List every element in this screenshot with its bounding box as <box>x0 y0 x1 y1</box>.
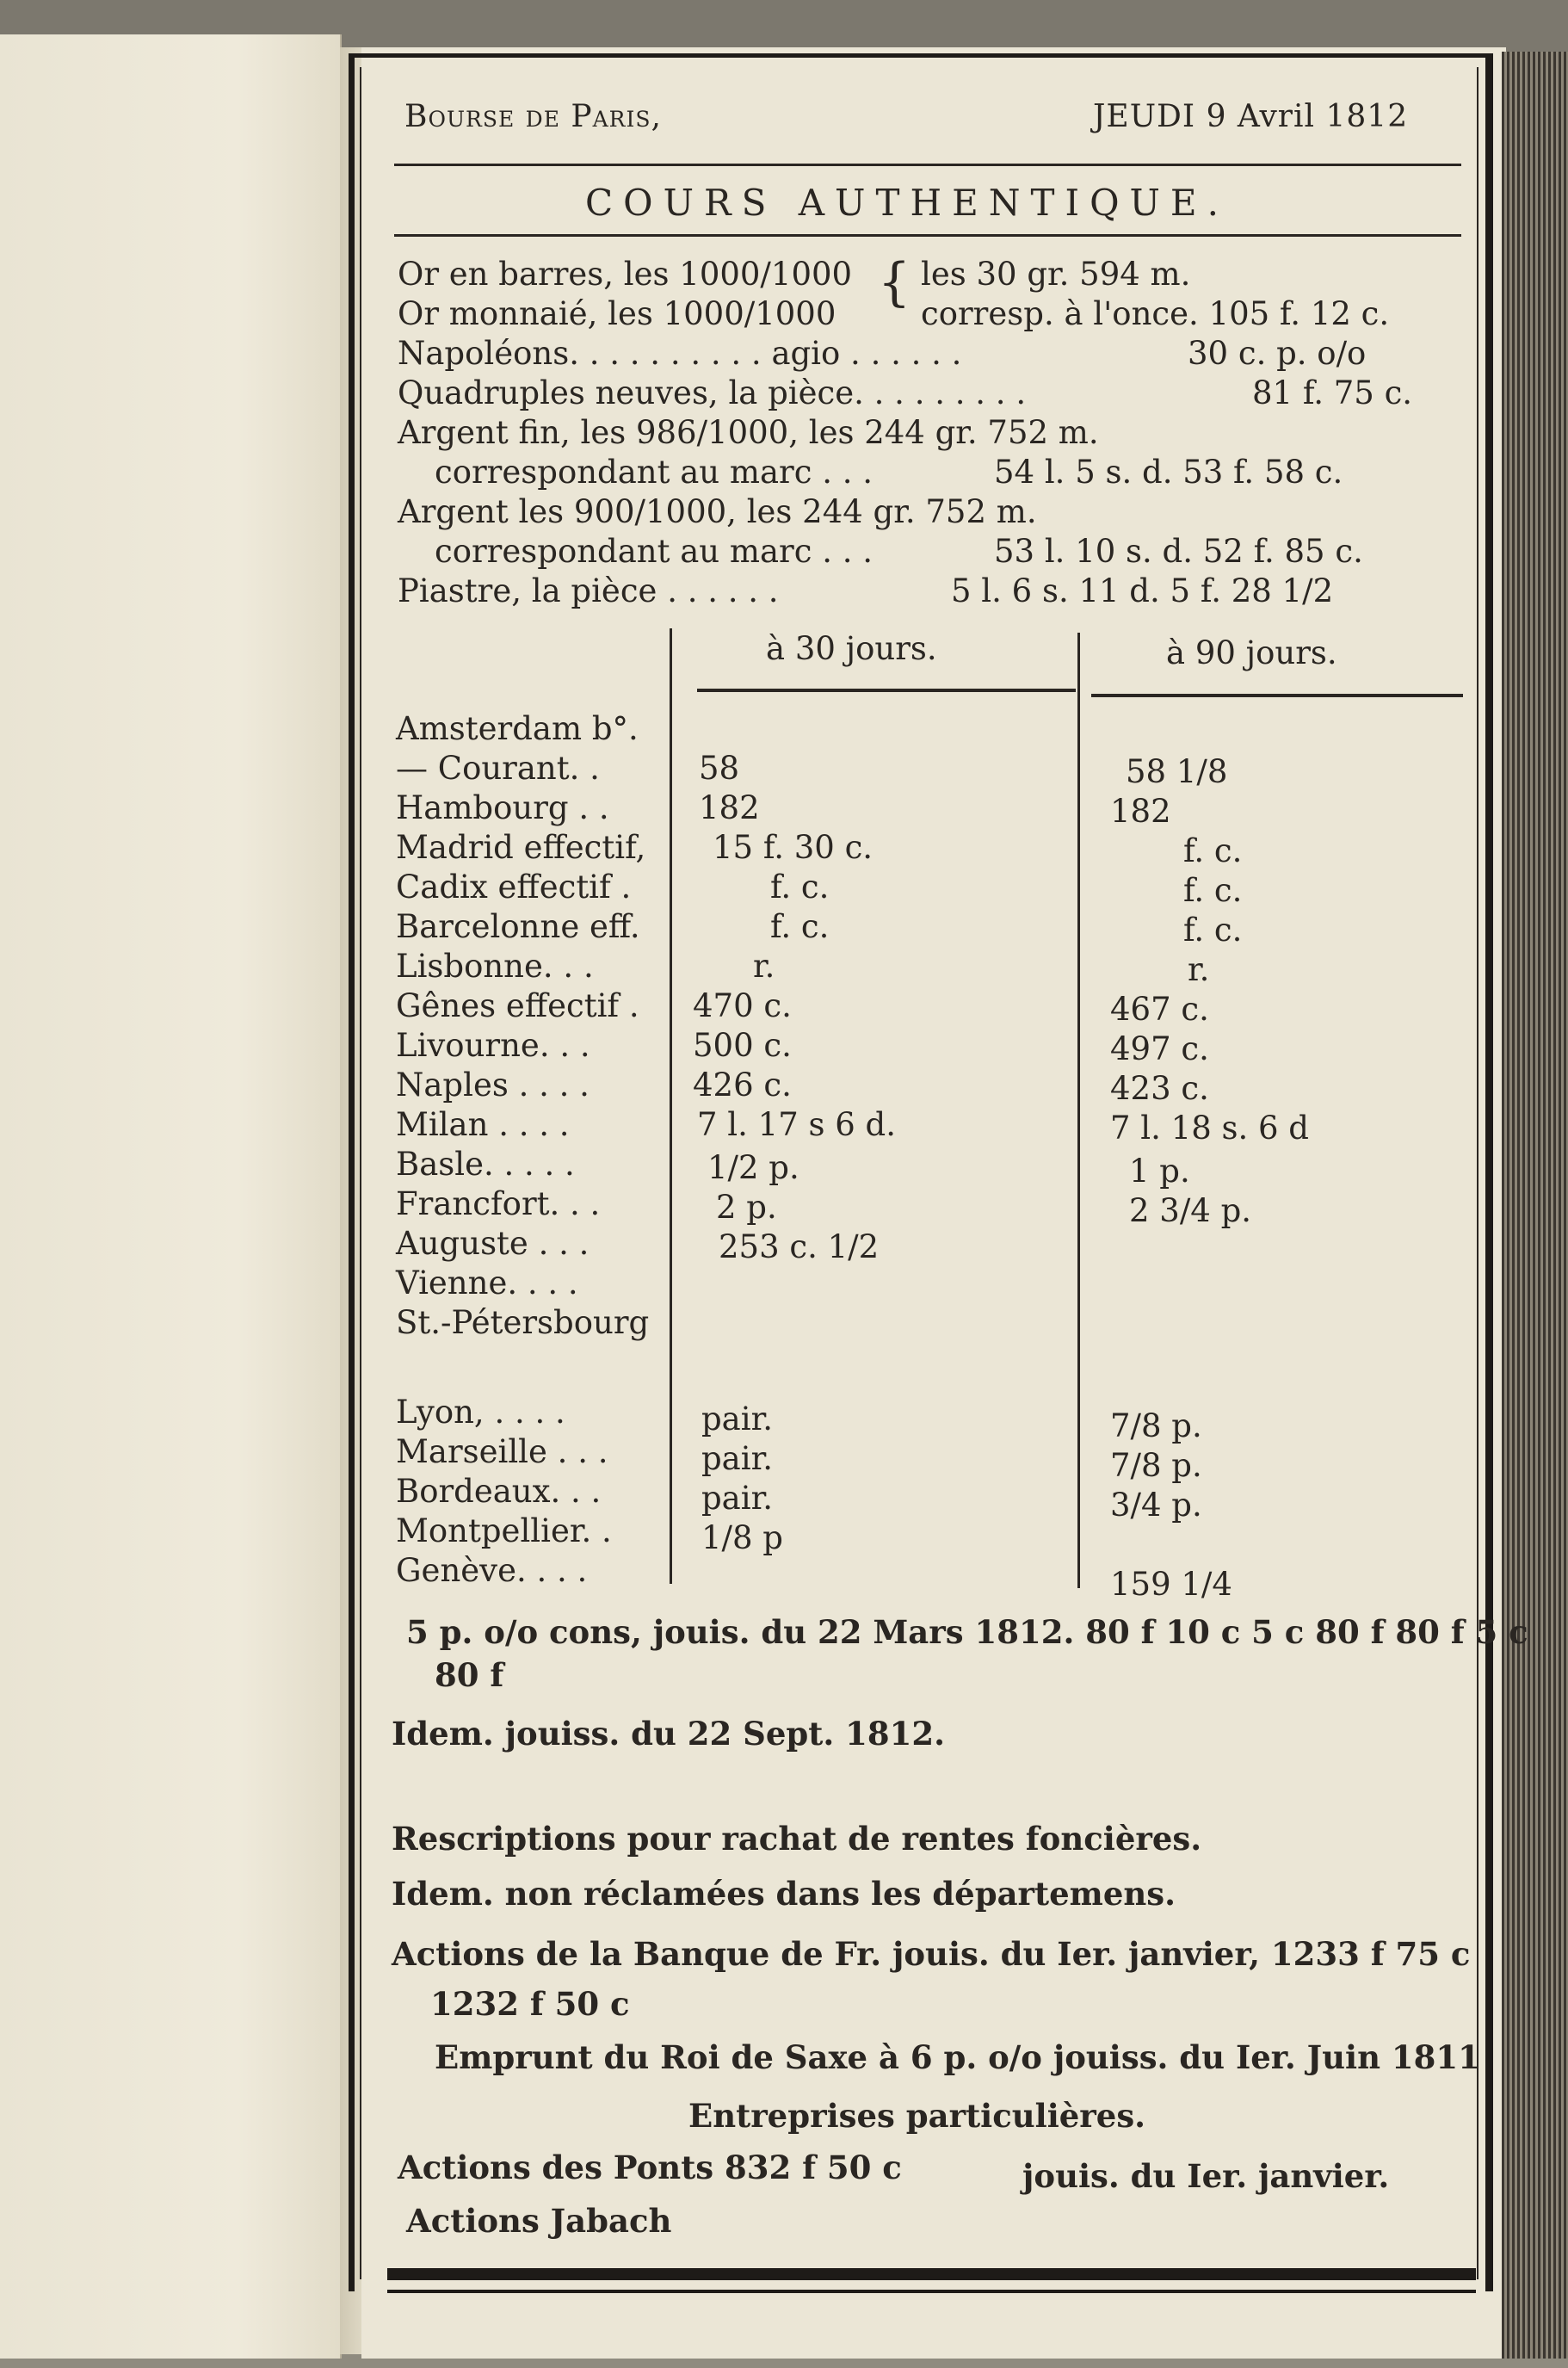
rate-90: 7/8 p. <box>1110 1447 1202 1484</box>
rate-90: 58 1/8 <box>1126 753 1228 790</box>
page-edges <box>1502 52 1568 2359</box>
column-rule <box>1091 694 1463 697</box>
fund-line: Actions de la Banque de Fr. jouis. du Ier. janvier, 1233 f 75 c <box>392 1935 1471 1973</box>
place: Gênes effectif . <box>396 987 639 1024</box>
column-divider <box>670 628 672 1584</box>
page-title: COURS AUTHENTIQUE. <box>585 182 1229 224</box>
place: Marseille . . . <box>396 1433 608 1470</box>
fund-line: 80 f <box>435 1656 504 1694</box>
place: Milan . . . . <box>396 1106 570 1143</box>
section-heading: Entreprises particulières. <box>688 2097 1146 2135</box>
rate-90: 7/8 p. <box>1110 1407 1202 1444</box>
column-rule <box>697 689 1076 692</box>
fund-line: 1232 f 50 c <box>430 1985 630 2023</box>
rate-30: pair. <box>701 1480 773 1517</box>
place: Hambourg . . <box>396 789 609 826</box>
rate-30: 426 c. <box>693 1067 792 1104</box>
place: Bordeaux. . . <box>396 1473 602 1510</box>
header-right: JEUDI 9 Avril 1812 <box>1093 99 1409 134</box>
metal-label: Piastre, la pièce . . . . . . <box>398 572 779 609</box>
rate-30: 1/8 p <box>701 1519 783 1556</box>
rate-30: f. c. <box>770 869 830 906</box>
rate-90: 467 c. <box>1110 991 1209 1028</box>
rate-90: 1 p. <box>1129 1153 1190 1190</box>
rate-90: 182 <box>1110 793 1171 830</box>
place: Basle. . . . . <box>396 1146 575 1183</box>
fund-line: Emprunt du Roi de Saxe à 6 p. o/o jouiss. du Ier. Juin 1811 <box>435 2038 1480 2076</box>
fund-line: Actions Jabach <box>406 2202 672 2240</box>
column-header-30: à 30 jours. <box>766 630 937 667</box>
rate-90: f. c. <box>1183 912 1243 949</box>
rate-30: 1/2 p. <box>707 1149 799 1186</box>
bottom-rule <box>387 2268 1476 2280</box>
column-divider <box>1077 633 1080 1588</box>
fund-line: Idem. non réclamées dans les départemens. <box>392 1875 1176 1913</box>
metal-label: Argent fin, les 986/1000, les 244 gr. 752 m. <box>398 414 1099 451</box>
place: Vienne. . . . <box>396 1264 578 1301</box>
fund-line: Idem. jouiss. du 22 Sept. 1812. <box>392 1715 945 1753</box>
place: Montpellier. . <box>396 1512 612 1549</box>
metal-label: Quadruples neuves, la pièce. . . . . . . . . <box>398 374 1027 411</box>
metal-value: 81 f. 75 c. <box>1252 374 1413 411</box>
rate-30: 7 l. 17 s 6 d. <box>697 1106 896 1143</box>
place: Lyon, . . . . <box>396 1394 565 1431</box>
rate-90: 7 l. 18 s. 6 d <box>1110 1110 1309 1147</box>
place: Livourne. . . <box>396 1027 590 1064</box>
rate-90: 159 1/4 <box>1110 1566 1232 1603</box>
rate-30: 253 c. 1/2 <box>719 1228 880 1265</box>
metal-label: Or en barres, les 1000/1000 <box>398 256 853 293</box>
metal-value: corresp. à l'once. 105 f. 12 c. <box>921 295 1390 332</box>
place: Amsterdam b°. <box>396 710 639 747</box>
rate-90: 2 3/4 p. <box>1129 1192 1252 1229</box>
place: Naples . . . . <box>396 1067 590 1104</box>
rate-30: 500 c. <box>693 1027 792 1064</box>
rate-90: f. c. <box>1183 872 1243 909</box>
left-page <box>0 34 342 2359</box>
place: Lisbonne. . . <box>396 948 594 985</box>
rate-30: pair. <box>701 1400 773 1437</box>
metal-value: 54 l. 5 s. d. 53 f. 58 c. <box>994 454 1343 491</box>
rate-30: f. c. <box>770 908 830 945</box>
place: Francfort. . . <box>396 1185 601 1222</box>
header-left: Bourse de Paris, <box>404 99 662 134</box>
bottom-rule <box>387 2290 1476 2293</box>
title-rule <box>394 234 1461 237</box>
fund-line: 5 p. o/o cons, jouis. du 22 Mars 1812. 80 f 10 c 5 c 80 f 80 f 5 c <box>406 1613 1528 1651</box>
rate-90: f. c. <box>1183 832 1243 869</box>
metal-value: 30 c. p. o/o <box>1188 335 1367 372</box>
rate-90: 423 c. <box>1110 1070 1209 1107</box>
rate-30: 15 f. 30 c. <box>713 829 874 866</box>
rate-90: r. <box>1188 951 1210 988</box>
rate-90: 497 c. <box>1110 1030 1209 1067</box>
metal-value: les 30 gr. 594 m. <box>921 256 1191 293</box>
rate-30: pair. <box>701 1440 773 1477</box>
fund-line: Rescriptions pour rachat de rentes foncières. <box>392 1820 1202 1858</box>
fund-line: Actions des Ponts 832 f 50 c <box>398 2149 902 2186</box>
place: Barcelonne eff. <box>396 908 640 945</box>
place: Auguste . . . <box>396 1225 590 1262</box>
metal-label: correspondant au marc . . . <box>435 454 874 491</box>
column-header-90: à 90 jours. <box>1166 634 1337 671</box>
metal-value: 5 l. 6 s. 11 d. 5 f. 28 1/2 <box>951 572 1334 609</box>
rate-30: r. <box>753 948 775 985</box>
metal-label: Napoléons. . . . . . . . . . agio . . . . . . <box>398 335 962 372</box>
header-rule <box>394 164 1461 166</box>
metal-label: Or monnaié, les 1000/1000 <box>398 295 836 332</box>
place: — Courant. . <box>396 750 600 787</box>
place: Cadix effectif . <box>396 869 632 906</box>
brace-icon: { <box>878 252 911 312</box>
rate-30: 182 <box>699 789 760 826</box>
rate-30: 58 <box>699 750 740 787</box>
place: Madrid effectif, <box>396 829 646 866</box>
metal-label: correspondant au marc . . . <box>435 533 874 570</box>
place: Genève. . . . <box>396 1552 588 1589</box>
rate-30: 470 c. <box>693 987 792 1024</box>
metal-value: 53 l. 10 s. d. 52 f. 85 c. <box>994 533 1363 570</box>
fund-line: jouis. du Ier. janvier. <box>1022 2157 1390 2195</box>
place: St.-Pétersbourg <box>396 1304 650 1341</box>
metal-label: Argent les 900/1000, les 244 gr. 752 m. <box>398 493 1037 530</box>
rate-90: 3/4 p. <box>1110 1487 1202 1524</box>
rate-30: 2 p. <box>716 1189 777 1226</box>
